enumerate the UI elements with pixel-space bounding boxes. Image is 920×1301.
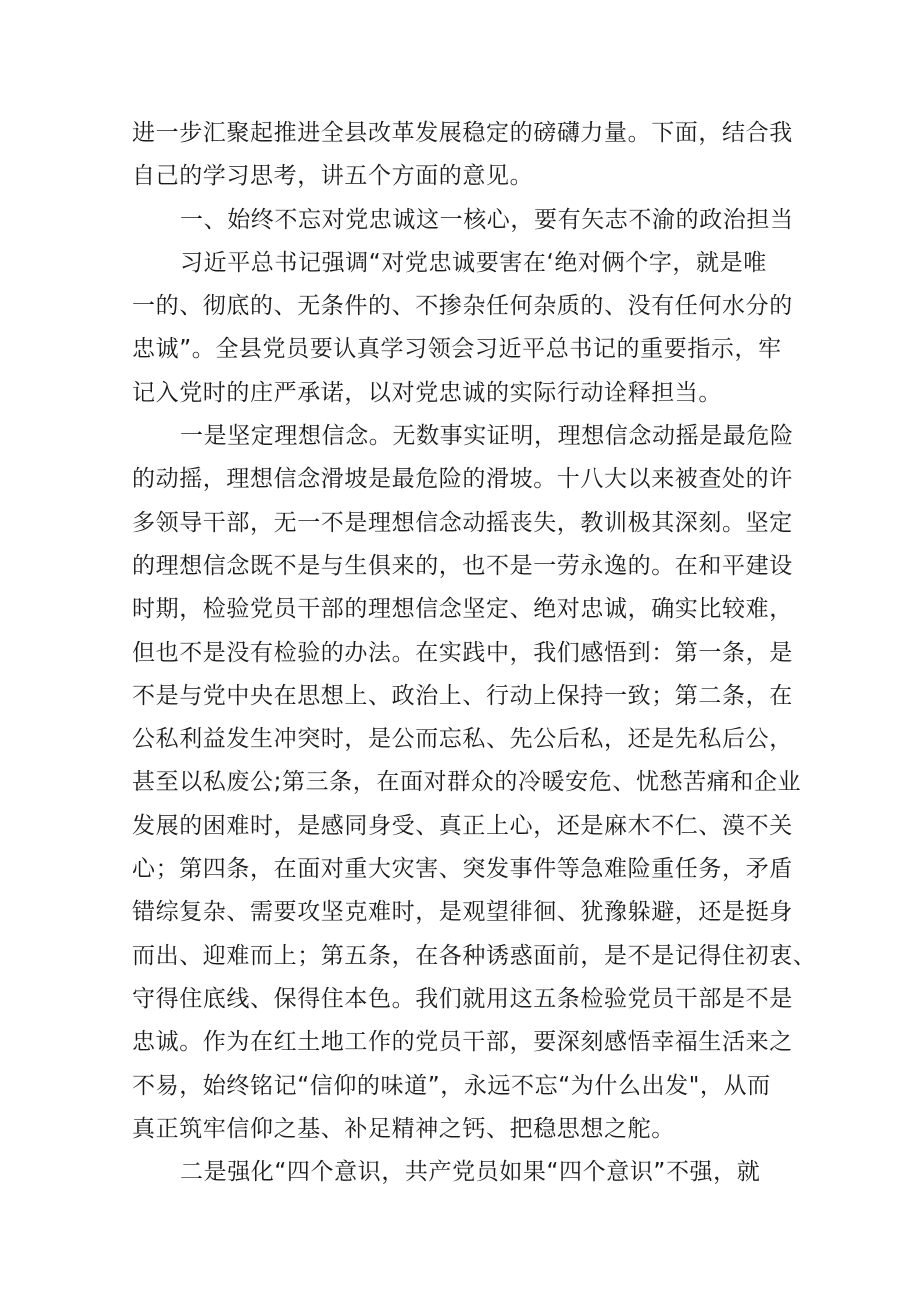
- document-line: 忠诚。作为在红土地工作的党员干部，要深刻感悟幸福生活来之: [132, 1029, 793, 1056]
- document-line: 不易，始终铭记“信仰的味道”，永远不忘“为什么出发"，从而: [132, 1072, 771, 1099]
- document-line: 一是坚定理想信念。无数事实证明，理想信念动摇是最危险: [180, 423, 794, 450]
- document-line: 一、始终不忘对党忠诚这一核心，要有矢志不渝的政治担当: [180, 206, 794, 233]
- document-line: 时期，检验党员干部的理想信念坚定、绝对忠诚，确实比较难，: [132, 596, 793, 623]
- document-line: 发展的困难时，是感同身受、真正上心，还是麻木不仁、漠不关: [132, 812, 793, 839]
- document-line: 甚至以私废公;第三条，在面对群众的冷暖安危、忧愁苦痛和企业: [132, 769, 802, 796]
- document-line: 但也不是没有检验的办法。在实践中，我们感悟到：第一条，是: [132, 639, 793, 666]
- document-line: 习近平总书记强调“对党忠诚要害在‘绝对俩个字，就是唯: [180, 249, 767, 276]
- document-line: 公私利益发生冲突时，是公而忘私、先公后私，还是先私后公，: [132, 726, 793, 753]
- document-line: 的理想信念既不是与生俱来的，也不是一劳永逸的。在和平建设: [132, 552, 793, 579]
- document-line: 守得住底线、保得住本色。我们就用这五条检验党员干部是不是: [132, 985, 793, 1012]
- document-line: 自己的学习思考，讲五个方面的意见。: [132, 163, 534, 190]
- document-line: 不是与党中央在思想上、政治上、行动上保持一致；第二条，在: [132, 682, 793, 709]
- document-line: 而出、迎难而上；第五条，在各种诱惑面前，是不是记得住初衷、: [132, 942, 817, 969]
- document-body: [132, 112, 817, 1194]
- document-line: 记入党时的庄严承诺，以对党忠诚的实际行动诠释担当。: [132, 379, 722, 406]
- document-line: 二是强化“四个意识，共产党员如果“四个意识”不强，就: [180, 1159, 761, 1186]
- document-line: 错综复杂、需要攻坚克难时，是观望徘徊、犹豫躲避，还是挺身: [132, 899, 793, 926]
- document-line: 进一步汇聚起推进全县改革发展稳定的磅礴力量。下面，结合我: [132, 120, 793, 146]
- document-line: 一的、彻底的、无条件的、不掺杂任何杂质的、没有任何水分的: [132, 293, 793, 320]
- document-line: 真正筑牢信仰之基、补足精神之钙、把稳思想之舵。: [132, 1115, 675, 1142]
- document-line: 心；第四条，在面对重大灾害、突发事件等急难险重任务，矛盾: [132, 856, 793, 883]
- document-line: 多领导干部，无一不是理想信念动摇丧失，教训极其深刻。坚定: [132, 509, 793, 536]
- document-line: 的动摇，理想信念滑坡是最危险的滑坡。十八大以来被查处的许: [132, 466, 793, 493]
- document-line: 忠诚”。全县党员要认真学习领会习近平总书记的重要指示，牢: [132, 336, 782, 363]
